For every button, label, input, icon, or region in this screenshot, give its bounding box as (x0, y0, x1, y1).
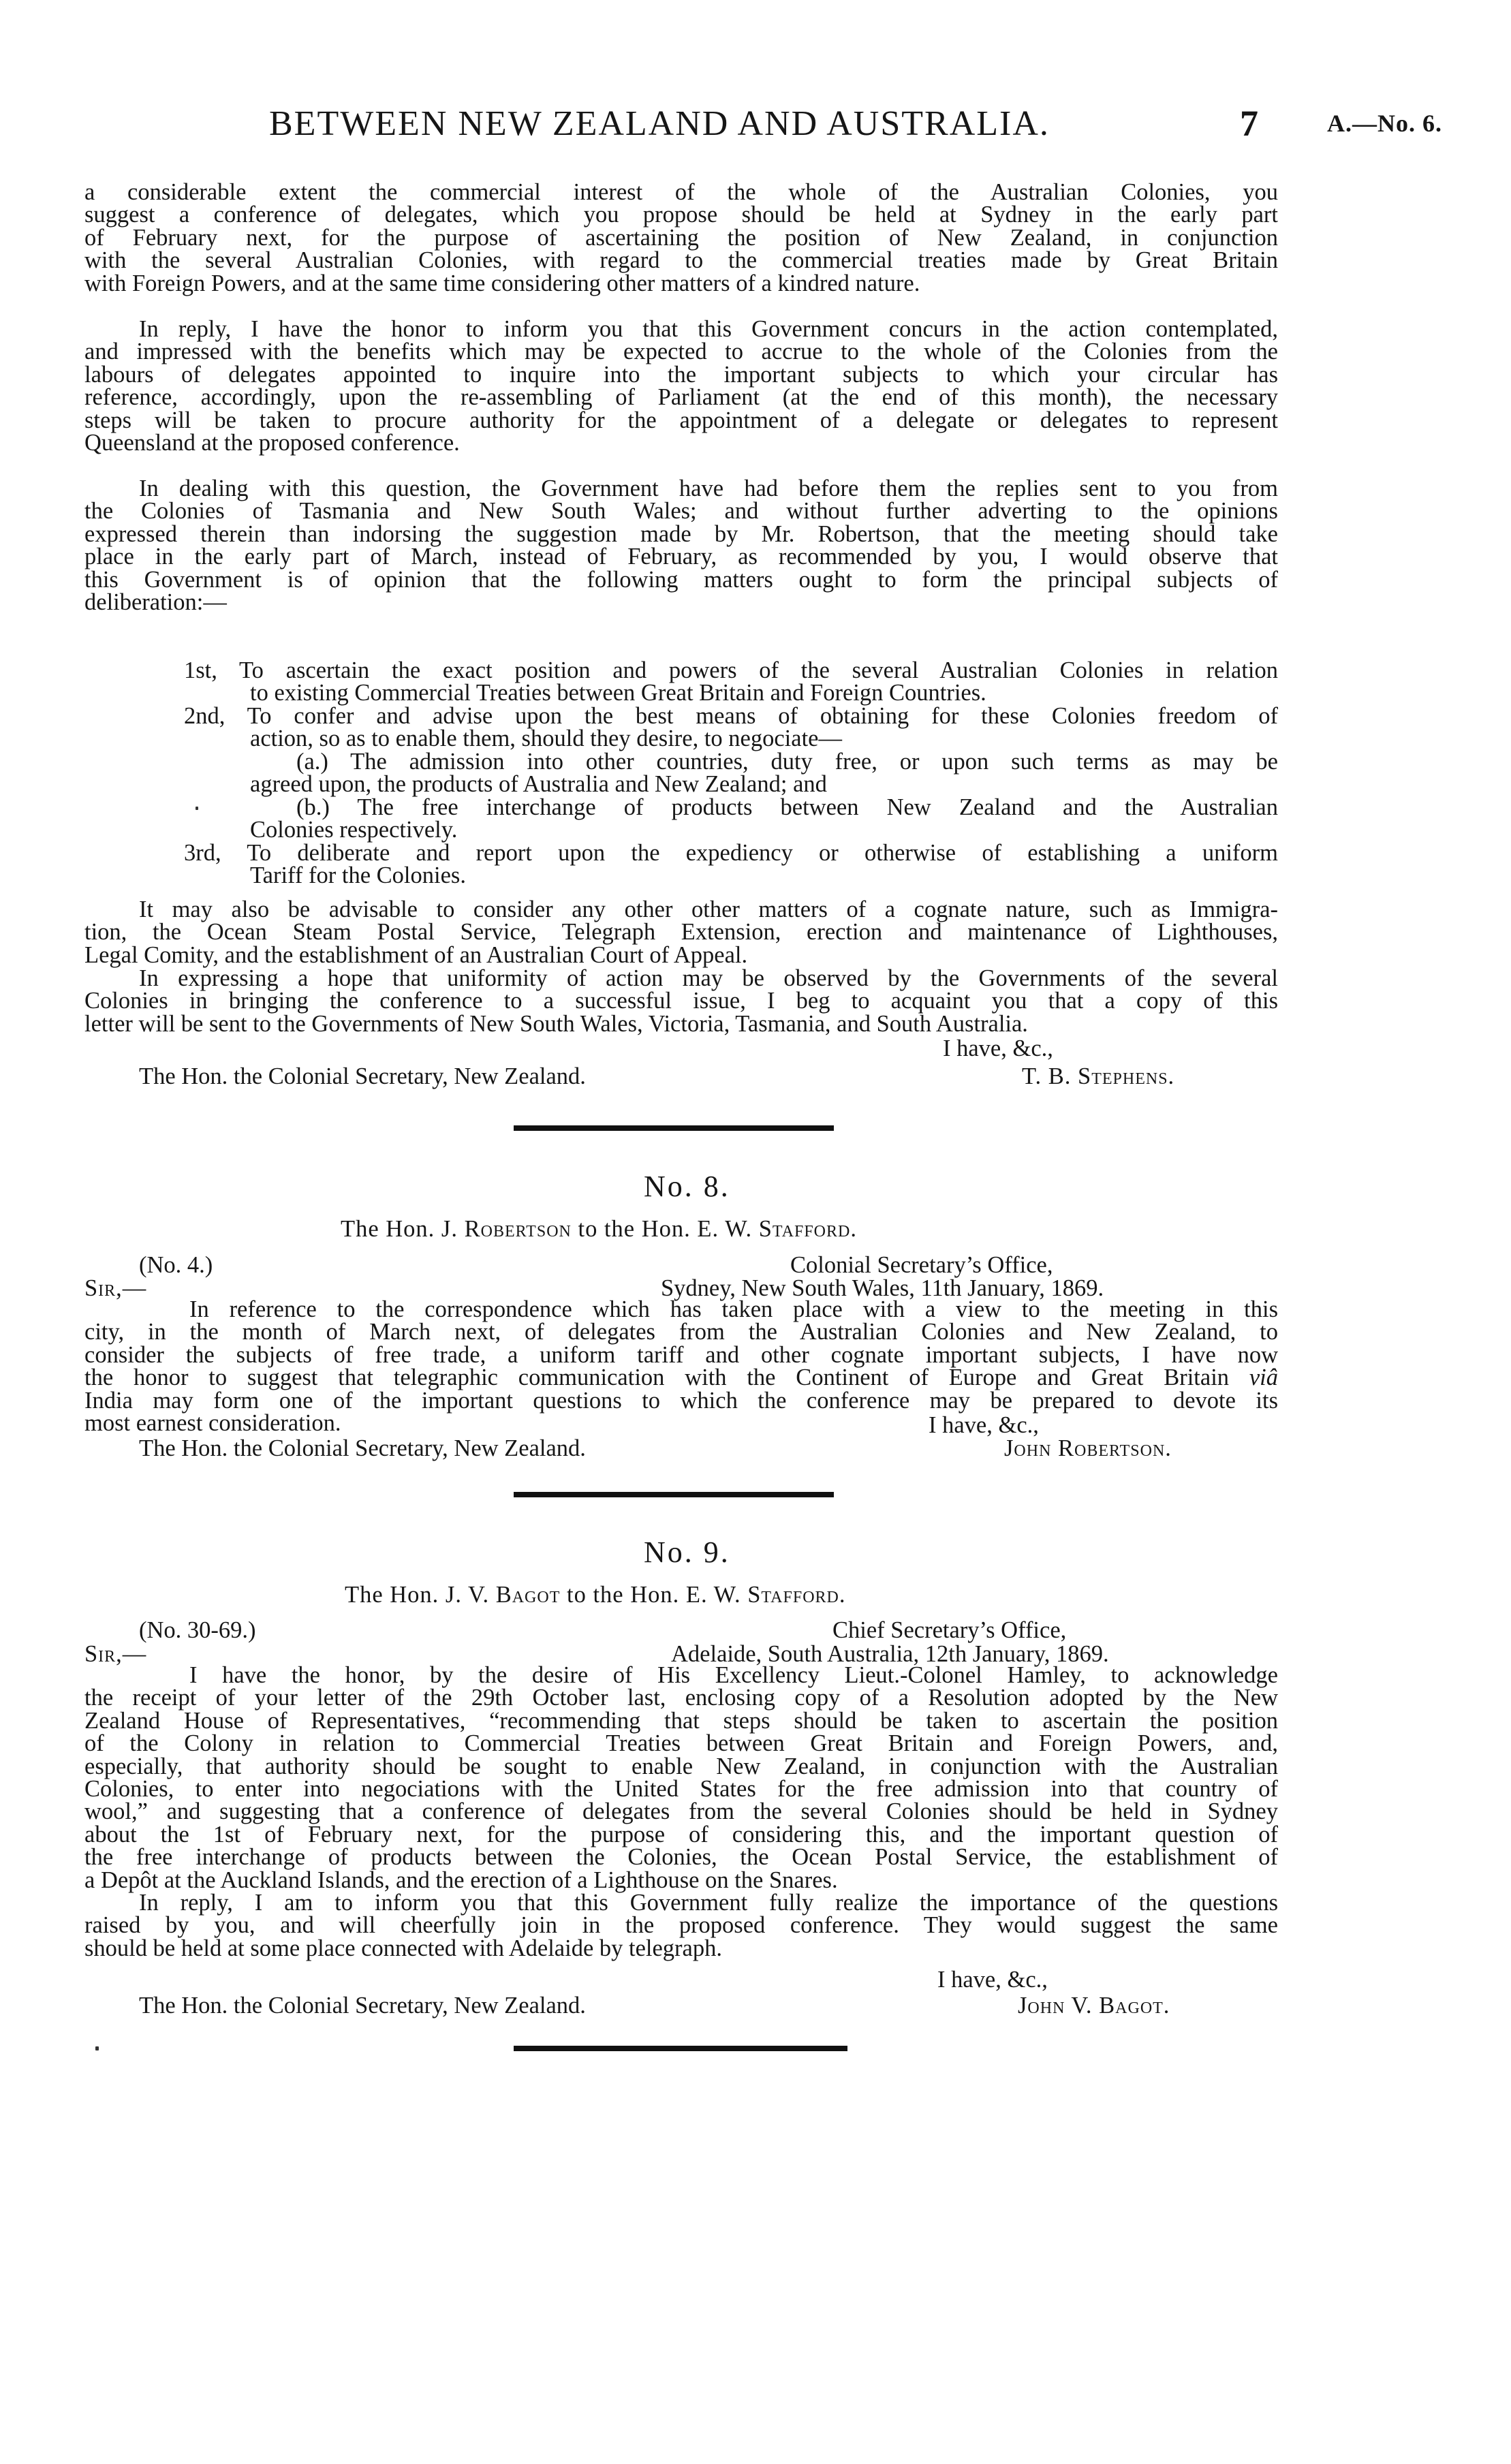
text-line: with Foreign Powers, and at the same time considering other matters of a kindred nature. (84, 270, 920, 296)
letter9-closing: I have, &c., (937, 1967, 1048, 1993)
text-line: of February next, for the purpose of ascertaining the position of New Zealand, in conjunction (84, 224, 1278, 251)
text-line: of the Colony in relation to Commercial Treaties between Great Britain and Foreign Powers, and, (84, 1730, 1278, 1757)
text-line: reference, accordingly, upon the re-assembling of Parliament (at the end of this month), the necessary (84, 384, 1278, 411)
heading-from: Robertson (464, 1216, 572, 1242)
letter8-addressee: The Hon. the Colonial Secretary, New Zealand. (139, 1435, 586, 1461)
letter7-paragraph-2 (84, 318, 1278, 454)
letter8-body (84, 1298, 1278, 1435)
text-line: Colonies respectively. (250, 817, 458, 843)
text-line: to existing Commercial Treaties between Great Britain and Foreign Countries. (250, 680, 986, 706)
letter8-reference: (No. 4.) (139, 1252, 213, 1278)
heading-text: to the Hon. E. W. (560, 1582, 748, 1608)
text-line: In reply, I am to inform you that this Government fully realize the importance of the questions (139, 1890, 1278, 1916)
text-line: In expressing a hope that uniformity of action may be observed by the Governments of the several (139, 965, 1278, 991)
letter7-paragraph-3 (84, 475, 1278, 616)
letter7-closing: I have, &c., (943, 1035, 1053, 1061)
heading-text: The Hon. J. (341, 1216, 465, 1242)
letter9-addressee: The Hon. the Colonial Secretary, New Zealand. (139, 1993, 586, 2018)
letter8-office: Colonial Secretary’s Office, (790, 1252, 1053, 1278)
text-line: place in the early part of March, instead of February, as recommended by you, I would observe that (84, 544, 1278, 570)
letter7-signature: T. B. Stephens. (1022, 1063, 1175, 1089)
section-divider (514, 1492, 834, 1497)
text-line: Zealand House of Representatives, “recommending that steps should be taken to ascertain the position (84, 1707, 1278, 1734)
page-number: 7 (1240, 103, 1258, 144)
subjects-list-item-1 (184, 659, 1278, 705)
stray-mark (95, 2046, 99, 2050)
text-line: the free interchange of products between the Colonies, the Ocean Postal Service, the establishment of (84, 1844, 1278, 1871)
text-line: deliberation:— (84, 589, 227, 616)
text-line: about the 1st of February next, for the purpose of considering this, and the important question of (84, 1821, 1278, 1847)
text-line: should be held at some place connected with Adelaide by telegraph. (84, 1935, 722, 1961)
letter9-heading (345, 1582, 846, 1608)
text-line: letter will be sent to the Governments of New South Wales, Victoria, Tasmania, and South Australia. (84, 1010, 1028, 1037)
text-line: a considerable extent the commercial interest of the whole of the Australian Colonies, you (84, 179, 1278, 205)
text-line: consider the subjects of free trade, a uniform tariff and other cognate important subjects, I have now (84, 1341, 1278, 1368)
subjects-list-item-3 (184, 842, 1278, 888)
text-line: suggest a conference of delegates, which you propose should be held at Sydney in the early part (84, 202, 1278, 228)
heading-from: Bagot (495, 1582, 561, 1608)
heading-to: Stafford. (747, 1582, 846, 1608)
heading-text: to the Hon. E. W. (571, 1216, 759, 1242)
letter9-salutation: Sir,— (84, 1641, 147, 1667)
text-line: (a.) The admission into other countries, duty free, or upon such terms as may be (296, 749, 1278, 775)
text-line: Colonies in bringing the conference to a successful issue, I beg to acquaint you that a copy of this (84, 988, 1278, 1014)
text-line: India may form one of the important questions to which the conference may be prepared to devote its (84, 1387, 1278, 1414)
text-line: agreed upon, the products of Australia and New Zealand; and (250, 771, 827, 798)
text-line: 3rd, To deliberate and report upon the expediency or otherwise of establishing a uniform (184, 840, 1278, 866)
text-line: the receipt of your letter of the 29th October last, enclosing copy of a Resolution adopted by the New (84, 1685, 1278, 1711)
letter8-place-date: Sydney, New South Wales, 11th January, 1869. (661, 1275, 1104, 1301)
letter8-signature: John Robertson. (1004, 1435, 1172, 1461)
text-line: In reference to the correspondence which has taken place with a view to the meeting in this (189, 1296, 1278, 1322)
text-line: with the several Australian Colonies, with regard to the commercial treaties made by Great Britain (84, 247, 1278, 274)
text-line: city, in the month of March next, of delegates from the Australian Colonies and New Zealand, to (84, 1319, 1278, 1345)
text-line: most earnest consideration. (84, 1410, 341, 1437)
text-line: 1st, To ascertain the exact position and powers of the several Australian Colonies in relation (184, 657, 1278, 683)
letter9-signature: John V. Bagot. (1018, 1993, 1170, 2018)
letter9-paragraph-1 (84, 1664, 1278, 1892)
text-line: the Colonies of Tasmania and New South Wales; and without further adverting to the opinions (84, 498, 1278, 525)
text-line: labours of delegates appointed to inquire into the important subjects to which your circular has (84, 361, 1278, 388)
section-divider (514, 1125, 834, 1131)
letter7-addressee: The Hon. the Colonial Secretary, New Zealand. (139, 1063, 586, 1089)
letter8-closing: I have, &c., (929, 1412, 1039, 1438)
via-italic: viâ (1249, 1364, 1278, 1391)
text-line: expressed therein than indorsing the suggestion made by Mr. Robertson, that the meeting should take (84, 520, 1278, 547)
text-line (84, 1364, 1278, 1391)
text-line: Colonies, to enter into negociations with the United States for the free admission into that country of (84, 1776, 1278, 1803)
text-line: Queensland at the proposed conference. (84, 430, 460, 456)
heading-text: The Hon. J. V. (345, 1582, 496, 1608)
letter9-number: No. 9. (644, 1535, 730, 1569)
letter9-place-date: Adelaide, South Australia, 12th January, 1869. (671, 1641, 1109, 1667)
letter9-paragraph-2 (84, 1892, 1278, 1960)
section-divider (514, 2046, 847, 2051)
heading-to: Stafford. (758, 1216, 857, 1242)
text-line: 2nd, To confer and advise upon the best means of obtaining for these Colonies freedom of (184, 703, 1278, 729)
text-line: action, so as to enable them, should they desire, to negociate— (250, 726, 842, 752)
text-line: raised by you, and will cheerfully join in the proposed conference. They would suggest the same (84, 1912, 1278, 1939)
text-line: and impressed with the benefits which may be expected to accrue to the whole of the Colonies from the (84, 339, 1278, 365)
letter7-paragraph-5 (84, 967, 1278, 1035)
text-line: tion, the Ocean Steam Postal Service, Telegraph Extension, erection and maintenance of Lighthouses, (84, 919, 1278, 946)
letter7-paragraph-1 (84, 181, 1278, 295)
stray-mark (196, 807, 198, 810)
subjects-list-item-2a (250, 751, 1278, 796)
running-title: BETWEEN NEW ZEALAND AND AUSTRALIA. (269, 104, 1050, 143)
text-line: Tariff for the Colonies. (250, 862, 466, 889)
subjects-list-item-2 (184, 705, 1278, 751)
letter8-number: No. 8. (644, 1170, 730, 1203)
text-line: steps will be taken to procure authority for the appointment of a delegate or delegates to represent (84, 407, 1278, 433)
letter8-salutation: Sir,— (84, 1275, 147, 1301)
text-line: especially, that authority should be sought to enable New Zealand, in conjunction with the Australian (84, 1753, 1278, 1779)
letter9-reference: (No. 30-69.) (139, 1617, 256, 1643)
letter8-heading (341, 1216, 857, 1243)
text-line: In reply, I have the honor to inform you that this Government concurs in the action contemplated, (139, 316, 1278, 342)
text-line: this Government is of opinion that the following matters ought to form the principal subjects of (84, 566, 1278, 593)
text-line: Legal Comity, and the establishment of an Australian Court of Appeal. (84, 941, 748, 968)
text-line: the honor to suggest that telegraphic communication with the Continent of Europe and Great Britain (84, 1364, 1230, 1391)
paper-reference: A.—No. 6. (1327, 110, 1442, 137)
text-line: wool,” and suggesting that a conference of delegates from the several Colonies should be held in Sydney (84, 1798, 1278, 1825)
text-line: I have the honor, by the desire of His Excellency Lieut.-Colonel Hamley, to acknowledge (189, 1662, 1278, 1688)
text-line: In dealing with this question, the Government have had before them the replies sent to you from (139, 475, 1278, 501)
subjects-list-item-2b (250, 796, 1278, 842)
text-line: a Depôt at the Auckland Islands, and the erection of a Lighthouse on the Snares. (84, 1867, 838, 1893)
text-line: (b.) The free interchange of products between New Zealand and the Australian (296, 794, 1278, 820)
text-line: It may also be advisable to consider any other other matters of a cognate nature, such as Immigra- (139, 896, 1278, 922)
letter9-office: Chief Secretary’s Office, (832, 1617, 1067, 1643)
letter7-paragraph-4 (84, 896, 1278, 968)
